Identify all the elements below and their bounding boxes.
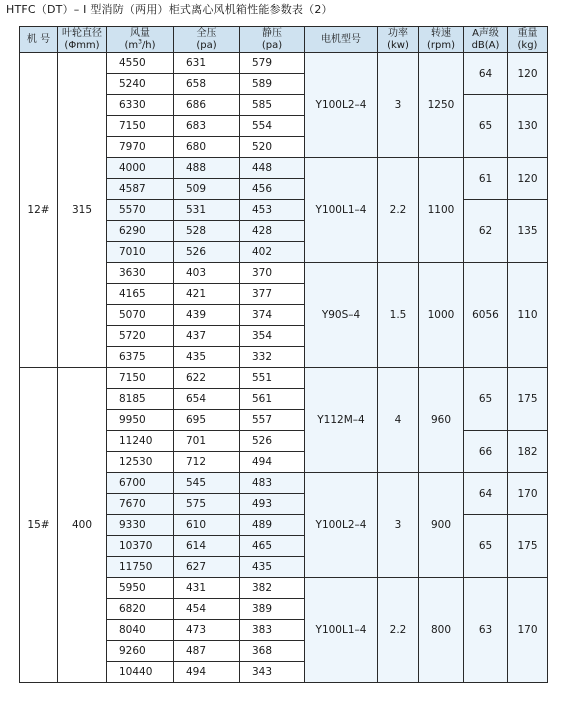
weight-cell: 120 — [508, 53, 548, 95]
sound-level-cell: 61 — [464, 158, 508, 200]
static-pressure-cell: 589 — [240, 74, 305, 95]
static-pressure-cell: 377 — [240, 284, 305, 305]
airflow-cell: 6290 — [107, 221, 174, 242]
static-pressure-cell: 483 — [240, 473, 305, 494]
total-pressure-cell: 695 — [174, 410, 240, 431]
power-cell: 1.5 — [378, 263, 419, 368]
total-pressure-cell: 622 — [174, 368, 240, 389]
total-pressure-cell: 435 — [174, 347, 240, 368]
header-machine-no: 机 号 — [20, 27, 58, 53]
header-impeller-diameter: 叶轮直径 (Φmm) — [58, 27, 107, 53]
airflow-cell: 5720 — [107, 326, 174, 347]
static-pressure-cell: 554 — [240, 116, 305, 137]
weight-cell: 175 — [508, 368, 548, 431]
machine-number-cell: 15# — [20, 368, 58, 683]
sound-level-cell: 63 — [464, 578, 508, 683]
airflow-cell: 7150 — [107, 116, 174, 137]
static-pressure-cell: 493 — [240, 494, 305, 515]
weight-cell: 130 — [508, 95, 548, 158]
total-pressure-cell: 614 — [174, 536, 240, 557]
total-pressure-cell: 701 — [174, 431, 240, 452]
airflow-cell: 11240 — [107, 431, 174, 452]
static-pressure-cell: 374 — [240, 305, 305, 326]
sound-level-cell: 6056 — [464, 263, 508, 368]
static-pressure-cell: 368 — [240, 641, 305, 662]
machine-number: 15 — [27, 519, 41, 531]
total-pressure-cell: 437 — [174, 326, 240, 347]
static-pressure-cell: 585 — [240, 95, 305, 116]
total-pressure-cell: 545 — [174, 473, 240, 494]
power-cell: 4 — [378, 368, 419, 473]
table-body — [20, 53, 548, 683]
motor-model-cell: Y100L2–4 — [305, 53, 378, 158]
total-pressure-cell: 654 — [174, 389, 240, 410]
speed-cell: 1250 — [419, 53, 464, 158]
airflow-cell: 7150 — [107, 368, 174, 389]
header-weight: 重量 (kg) — [508, 27, 548, 53]
power-cell: 2.2 — [378, 578, 419, 683]
airflow-cell: 12530 — [107, 452, 174, 473]
total-pressure-cell: 494 — [174, 662, 240, 683]
airflow-cell: 9950 — [107, 410, 174, 431]
static-pressure-cell: 526 — [240, 431, 305, 452]
total-pressure-cell: 509 — [174, 179, 240, 200]
airflow-cell: 4587 — [107, 179, 174, 200]
static-pressure-cell: 435 — [240, 557, 305, 578]
total-pressure-cell: 712 — [174, 452, 240, 473]
total-pressure-cell: 487 — [174, 641, 240, 662]
airflow-cell: 7010 — [107, 242, 174, 263]
airflow-cell: 7970 — [107, 137, 174, 158]
static-pressure-cell: 448 — [240, 158, 305, 179]
airflow-cell: 6700 — [107, 473, 174, 494]
total-pressure-cell: 488 — [174, 158, 240, 179]
header-airflow: 风量 $(m^3/h)$ — [107, 27, 174, 53]
airflow-cell: 5070 — [107, 305, 174, 326]
airflow-cell: 4165 — [107, 284, 174, 305]
airflow-cell: 4000 — [107, 158, 174, 179]
total-pressure-cell: 473 — [174, 620, 240, 641]
motor-model-cell: Y100L1–4 — [305, 578, 378, 683]
airflow-cell: 9260 — [107, 641, 174, 662]
sound-level-cell: 65 — [464, 368, 508, 431]
weight-cell: 135 — [508, 200, 548, 263]
airflow-cell: 4550 — [107, 53, 174, 74]
static-pressure-cell: 453 — [240, 200, 305, 221]
static-pressure-cell: 494 — [240, 452, 305, 473]
speed-cell: 800 — [419, 578, 464, 683]
airflow-cell: 6375 — [107, 347, 174, 368]
impeller-diameter-cell: 400 — [58, 368, 107, 683]
total-pressure-cell: 403 — [174, 263, 240, 284]
total-pressure-cell: 627 — [174, 557, 240, 578]
sound-level-cell: 64 — [464, 473, 508, 515]
static-pressure-cell: 465 — [240, 536, 305, 557]
machine-number: 12 — [27, 204, 41, 216]
sound-level-cell: 65 — [464, 515, 508, 578]
table-row — [20, 368, 548, 389]
motor-model-cell: Y100L1–4 — [305, 158, 378, 263]
static-pressure-cell: 382 — [240, 578, 305, 599]
total-pressure-cell: 610 — [174, 515, 240, 536]
header-sound-level: A声级 dB(A) — [464, 27, 508, 53]
speed-cell: 900 — [419, 473, 464, 578]
speed-cell: 1000 — [419, 263, 464, 368]
table-header-row — [20, 27, 548, 53]
airflow-cell: 10370 — [107, 536, 174, 557]
airflow-cell: 5240 — [107, 74, 174, 95]
total-pressure-cell: 526 — [174, 242, 240, 263]
airflow-cell: 5570 — [107, 200, 174, 221]
motor-model-cell: Y90S–4 — [305, 263, 378, 368]
weight-cell: 175 — [508, 515, 548, 578]
airflow-cell: 11750 — [107, 557, 174, 578]
header-power: 功率 (kw) — [378, 27, 419, 53]
static-pressure-cell: 370 — [240, 263, 305, 284]
header-motor-model: 电机型号 — [305, 27, 378, 53]
power-cell: 3 — [378, 53, 419, 158]
static-pressure-cell: 428 — [240, 221, 305, 242]
weight-cell: 120 — [508, 158, 548, 200]
static-pressure-cell: 343 — [240, 662, 305, 683]
impeller-diameter-cell: 315 — [58, 53, 107, 368]
static-pressure-cell: 551 — [240, 368, 305, 389]
total-pressure-cell: 439 — [174, 305, 240, 326]
motor-model-cell: Y100L2–4 — [305, 473, 378, 578]
airflow-cell: 10440 — [107, 662, 174, 683]
sound-level-cell: 65 — [464, 95, 508, 158]
power-cell: 2.2 — [378, 158, 419, 263]
total-pressure-cell: 431 — [174, 578, 240, 599]
airflow-cell: 5950 — [107, 578, 174, 599]
motor-model-cell: Y112M–4 — [305, 368, 378, 473]
static-pressure-cell: 332 — [240, 347, 305, 368]
total-pressure-cell: 531 — [174, 200, 240, 221]
header-speed: 转速 (rpm) — [419, 27, 464, 53]
total-pressure-cell: 528 — [174, 221, 240, 242]
static-pressure-cell: 402 — [240, 242, 305, 263]
static-pressure-cell: 354 — [240, 326, 305, 347]
sound-level-cell: 66 — [464, 431, 508, 473]
static-pressure-cell: 456 — [240, 179, 305, 200]
total-pressure-cell: 680 — [174, 137, 240, 158]
static-pressure-cell: 520 — [240, 137, 305, 158]
total-pressure-cell: 421 — [174, 284, 240, 305]
sound-level-cell: 62 — [464, 200, 508, 263]
table-row — [20, 53, 548, 74]
sound-level-cell: 64 — [464, 53, 508, 95]
airflow-cell: 8040 — [107, 620, 174, 641]
page-title: HTFC（DT）– I 型消防（两用）柜式离心风机箱性能参数表（2） — [6, 3, 333, 16]
airflow-cell: 9330 — [107, 515, 174, 536]
static-pressure-cell: 557 — [240, 410, 305, 431]
power-cell: 3 — [378, 473, 419, 578]
static-pressure-cell: 389 — [240, 599, 305, 620]
total-pressure-cell: 454 — [174, 599, 240, 620]
total-pressure-cell: 686 — [174, 95, 240, 116]
weight-cell: 182 — [508, 431, 548, 473]
airflow-cell: 3630 — [107, 263, 174, 284]
machine-number-cell: 12# — [20, 53, 58, 368]
total-pressure-cell: 631 — [174, 53, 240, 74]
total-pressure-cell: 658 — [174, 74, 240, 95]
airflow-cell: 7670 — [107, 494, 174, 515]
fan-performance-table — [19, 26, 548, 683]
weight-cell: 170 — [508, 578, 548, 683]
static-pressure-cell: 489 — [240, 515, 305, 536]
airflow-cell: 8185 — [107, 389, 174, 410]
speed-cell: 960 — [419, 368, 464, 473]
total-pressure-cell: 683 — [174, 116, 240, 137]
header-total-pressure: 全压 (pa) — [174, 27, 240, 53]
airflow-cell: 6820 — [107, 599, 174, 620]
weight-cell: 170 — [508, 473, 548, 515]
header-static-pressure: 静压 (pa) — [240, 27, 305, 53]
static-pressure-cell: 579 — [240, 53, 305, 74]
weight-cell: 110 — [508, 263, 548, 368]
total-pressure-cell: 575 — [174, 494, 240, 515]
static-pressure-cell: 561 — [240, 389, 305, 410]
static-pressure-cell: 383 — [240, 620, 305, 641]
airflow-cell: 6330 — [107, 95, 174, 116]
speed-cell: 1100 — [419, 158, 464, 263]
